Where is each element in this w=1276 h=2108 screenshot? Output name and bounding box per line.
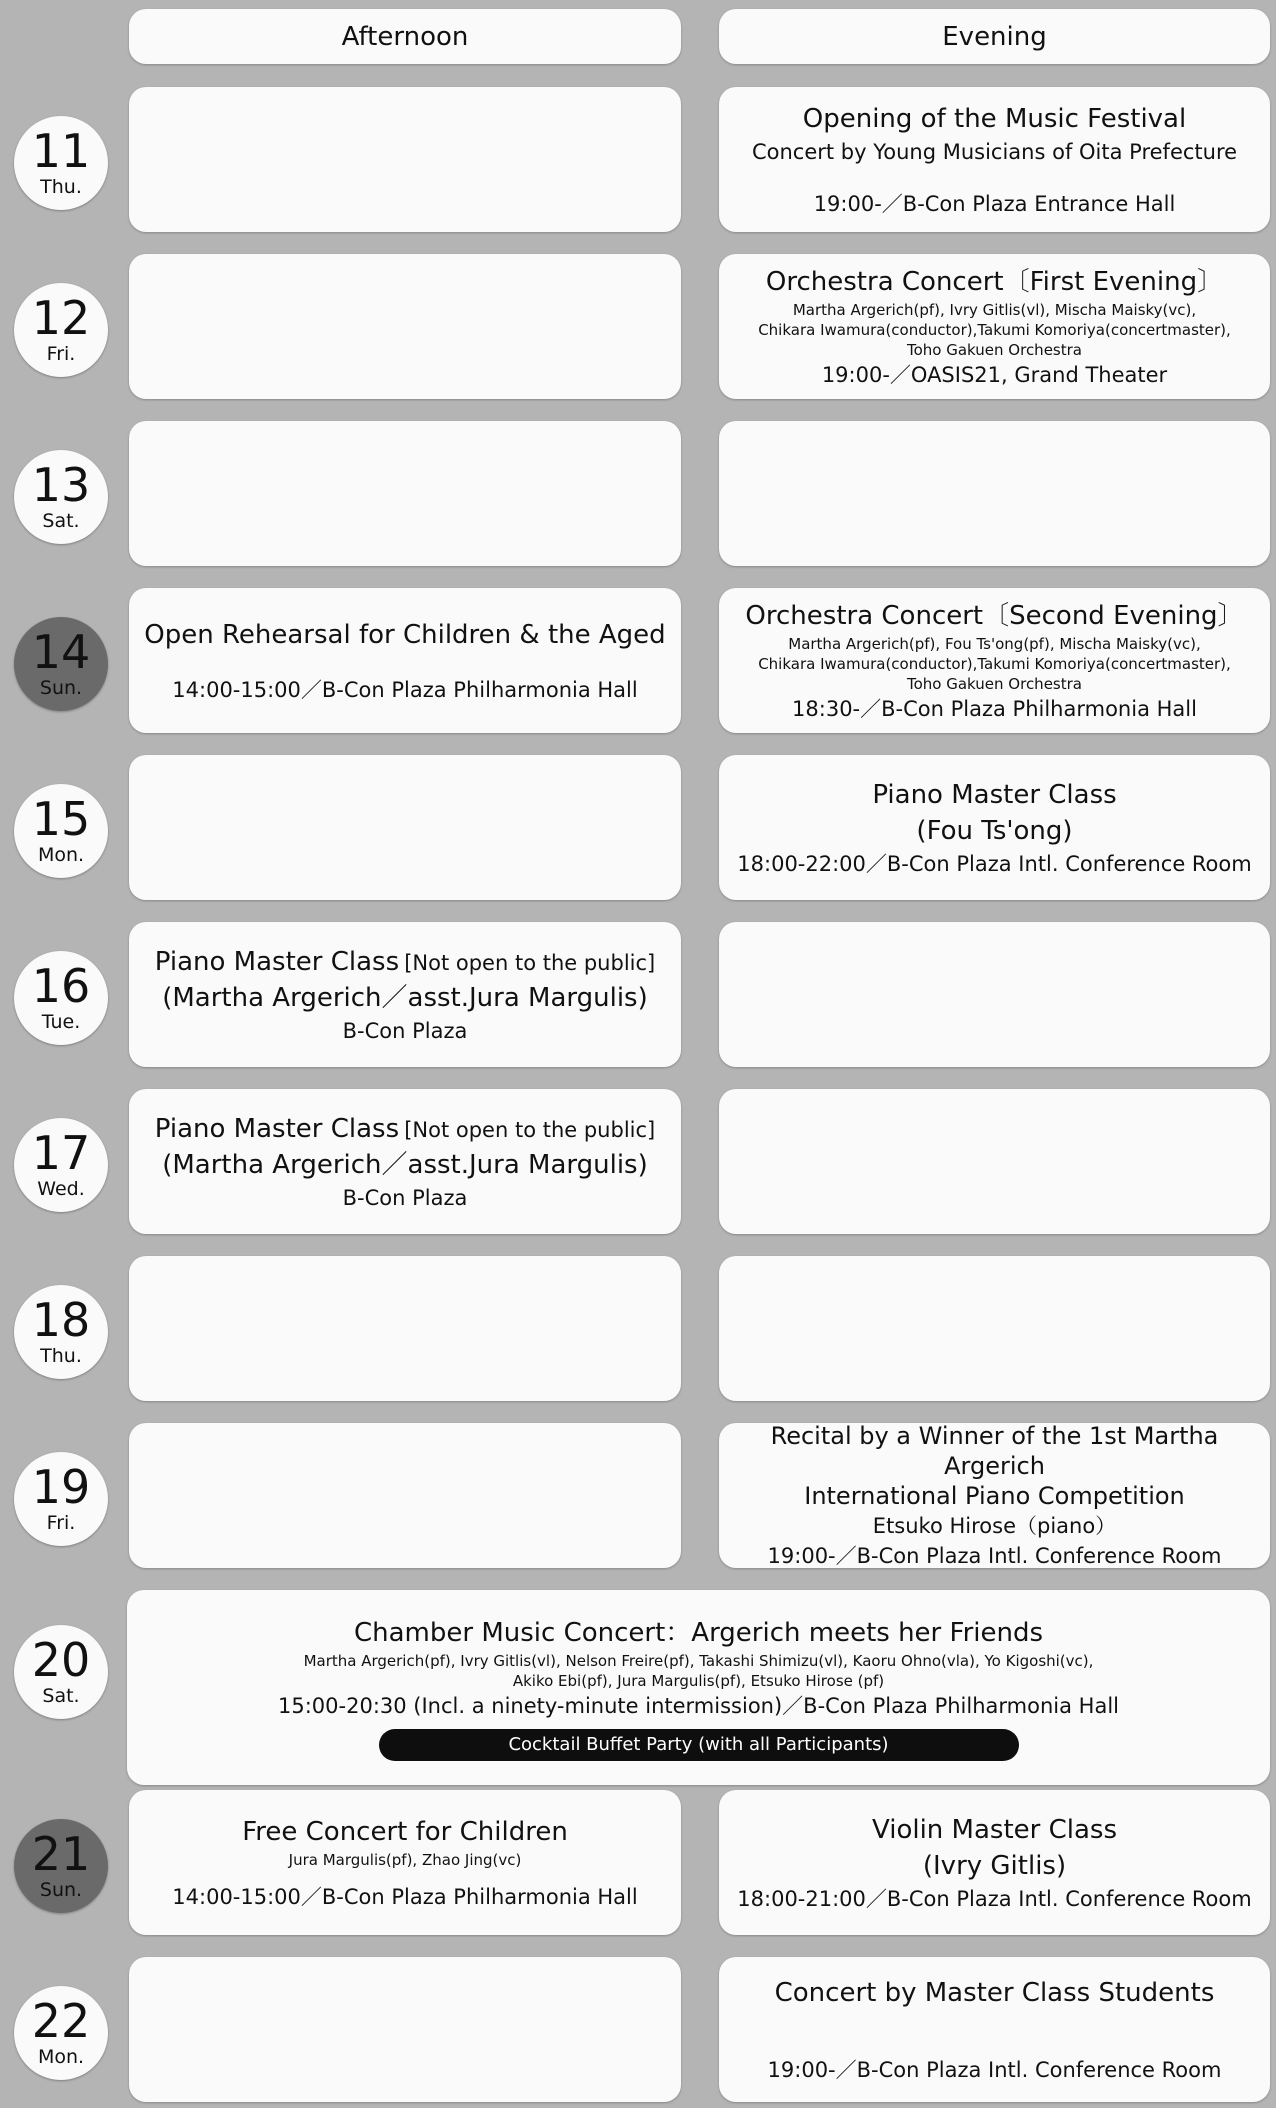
evening-slot-21 bbox=[719, 1790, 1270, 1935]
day-of-week: Thu. bbox=[40, 176, 82, 198]
day-of-week: Sun. bbox=[39, 677, 83, 699]
day-number: 13 bbox=[31, 458, 91, 512]
day-badge-17 bbox=[14, 1118, 108, 1212]
event-performers-line: Chikara Iwamura(conductor),Takumi Komoriya(concertmaster), bbox=[758, 320, 1231, 339]
afternoon-slot-19 bbox=[129, 1423, 681, 1568]
day-badge-11 bbox=[14, 116, 108, 210]
day-of-week: Fri. bbox=[46, 1512, 76, 1534]
event-title: Open Rehearsal for Children & the Aged bbox=[144, 619, 666, 650]
event-venue: 18:00-21:00／B-Con Plaza Intl. Conference Room bbox=[737, 1886, 1252, 1911]
day-number: 15 bbox=[31, 792, 91, 846]
evening-slot-19 bbox=[719, 1423, 1270, 1568]
event-title: Opening of the Music Festival bbox=[802, 103, 1187, 134]
day-badge-19 bbox=[14, 1452, 108, 1546]
event-title: Orchestra Concert〔First Evening〕 bbox=[765, 266, 1224, 297]
full-day-slot-20 bbox=[127, 1590, 1270, 1785]
afternoon-header-label: Afternoon bbox=[341, 21, 469, 52]
day-of-week: Sat. bbox=[42, 1685, 80, 1707]
event-performers-line: Akiko Ebi(pf), Jura Margulis(pf), Etsuko Hirose (pf) bbox=[512, 1671, 885, 1690]
event-title: Free Concert for Children bbox=[242, 1816, 568, 1847]
day-of-week: Mon. bbox=[37, 844, 85, 866]
event-subtitle: (Fou Ts'ong) bbox=[916, 815, 1073, 846]
afternoon-slot-18 bbox=[129, 1256, 681, 1401]
evening-slot-22 bbox=[719, 1957, 1270, 2102]
event-venue: 19:00-／B-Con Plaza Intl. Conference Room bbox=[767, 2057, 1222, 2082]
evening-slot-14 bbox=[719, 588, 1270, 733]
day-number: 12 bbox=[31, 291, 91, 345]
event-performers: Jura Margulis(pf), Zhao Jing(vc) bbox=[288, 1850, 522, 1869]
event-title: Piano Master Class bbox=[154, 1113, 400, 1144]
event-venue: 19:00-／B-Con Plaza Entrance Hall bbox=[813, 191, 1176, 216]
event-title: Piano Master Class bbox=[872, 779, 1117, 810]
afternoon-slot-11 bbox=[129, 87, 681, 232]
evening-slot-13 bbox=[719, 421, 1270, 566]
evening-slot-15 bbox=[719, 755, 1270, 900]
event-venue: 18:00-22:00／B-Con Plaza Intl. Conference Room bbox=[737, 851, 1252, 876]
event-venue: 15:00-20:30 (Incl. a ninety-minute intermission)／B-Con Plaza Philharmonia Hall bbox=[278, 1693, 1119, 1718]
day-badge-22 bbox=[14, 1986, 108, 2080]
day-of-week: Thu. bbox=[40, 1345, 82, 1367]
party-banner bbox=[379, 1729, 1019, 1761]
day-of-week: Tue. bbox=[41, 1011, 81, 1033]
evening-header bbox=[719, 9, 1270, 64]
day-number: 22 bbox=[31, 1994, 91, 2048]
event-performers-line: Toho Gakuen Orchestra bbox=[907, 674, 1082, 693]
event-title: Orchestra Concert〔Second Evening〕 bbox=[745, 600, 1244, 631]
day-badge-18 bbox=[14, 1285, 108, 1379]
evening-slot-17 bbox=[719, 1089, 1270, 1234]
day-badge-15 bbox=[14, 784, 108, 878]
day-of-week: Sat. bbox=[42, 510, 80, 532]
event-title: Chamber Music Concert：Argerich meets her Friends bbox=[353, 1617, 1044, 1648]
day-number: 11 bbox=[31, 124, 91, 178]
afternoon-slot-14 bbox=[129, 588, 681, 733]
day-number: 17 bbox=[31, 1126, 91, 1180]
afternoon-slot-17 bbox=[129, 1089, 681, 1234]
day-number: 16 bbox=[31, 959, 91, 1013]
evening-slot-18 bbox=[719, 1256, 1270, 1401]
event-performers-line: Martha Argerich(pf), Fou Ts'ong(pf), Mischa Maisky(vc), bbox=[788, 634, 1201, 653]
day-of-week: Wed. bbox=[37, 1178, 85, 1200]
day-badge-16 bbox=[14, 951, 108, 1045]
day-badge-21 bbox=[14, 1819, 108, 1913]
day-of-week: Fri. bbox=[46, 343, 76, 365]
event-subtitle: Concert by Young Musicians of Oita Prefecture bbox=[751, 139, 1238, 164]
day-badge-13 bbox=[14, 450, 108, 544]
day-number: 21 bbox=[31, 1827, 91, 1881]
event-title: Recital by a Winner of the 1st Martha Argerich bbox=[770, 1421, 1219, 1480]
event-performer: Etsuko Hirose（piano） bbox=[872, 1513, 1117, 1538]
afternoon-slot-12 bbox=[129, 254, 681, 399]
event-performers-line: Toho Gakuen Orchestra bbox=[907, 340, 1082, 359]
day-badge-20 bbox=[14, 1625, 108, 1719]
event-venue: 14:00-15:00／B-Con Plaza Philharmonia Hall bbox=[172, 677, 638, 702]
event-venue: B-Con Plaza bbox=[342, 1018, 468, 1043]
event-note: [Not open to the public] bbox=[404, 1117, 656, 1142]
evening-slot-11 bbox=[719, 87, 1270, 232]
afternoon-slot-22 bbox=[129, 1957, 681, 2102]
afternoon-slot-16 bbox=[129, 922, 681, 1067]
evening-slot-16 bbox=[719, 922, 1270, 1067]
evening-slot-12 bbox=[719, 254, 1270, 399]
event-performers-line: Martha Argerich(pf), Ivry Gitlis(vl), Nelson Freire(pf), Takashi Shimizu(vl), Kaoru Ohno(vla), Yo Kigoshi(vc), bbox=[303, 1651, 1094, 1670]
afternoon-slot-13 bbox=[129, 421, 681, 566]
event-subtitle: (Martha Argerich／asst.Jura Margulis) bbox=[162, 982, 648, 1013]
afternoon-header bbox=[129, 9, 681, 64]
party-banner-label: Cocktail Buffet Party (with all Participants) bbox=[508, 1734, 889, 1755]
event-venue: 19:00-／OASIS21, Grand Theater bbox=[821, 362, 1168, 387]
event-venue: 18:30-／B-Con Plaza Philharmonia Hall bbox=[792, 696, 1197, 721]
event-venue: 19:00-／B-Con Plaza Intl. Conference Room bbox=[767, 1543, 1222, 1568]
day-number: 20 bbox=[31, 1633, 91, 1687]
event-performers-line: Chikara Iwamura(conductor),Takumi Komoriya(concertmaster), bbox=[758, 654, 1231, 673]
event-note: [Not open to the public] bbox=[404, 950, 656, 975]
event-title: Piano Master Class bbox=[154, 946, 400, 977]
day-badge-14 bbox=[14, 617, 108, 711]
event-title: International Piano Competition bbox=[804, 1481, 1185, 1510]
event-performers-line: Martha Argerich(pf), Ivry Gitlis(vl), Mischa Maisky(vc), bbox=[792, 300, 1197, 319]
afternoon-slot-15 bbox=[129, 755, 681, 900]
event-title: Concert by Master Class Students bbox=[774, 1977, 1215, 2008]
afternoon-slot-21 bbox=[129, 1790, 681, 1935]
event-subtitle: (Ivry Gitlis) bbox=[922, 1850, 1067, 1881]
day-badge-12 bbox=[14, 283, 108, 377]
day-of-week: Sun. bbox=[39, 1879, 83, 1901]
day-of-week: Mon. bbox=[37, 2046, 85, 2068]
day-number: 18 bbox=[31, 1293, 91, 1347]
event-venue: 14:00-15:00／B-Con Plaza Philharmonia Hall bbox=[172, 1884, 638, 1909]
evening-header-label: Evening bbox=[942, 21, 1047, 52]
day-number: 14 bbox=[31, 625, 91, 679]
day-number: 19 bbox=[31, 1460, 91, 1514]
event-subtitle: (Martha Argerich／asst.Jura Margulis) bbox=[162, 1149, 648, 1180]
event-title: Violin Master Class bbox=[872, 1814, 1117, 1845]
event-venue: B-Con Plaza bbox=[342, 1185, 468, 1210]
